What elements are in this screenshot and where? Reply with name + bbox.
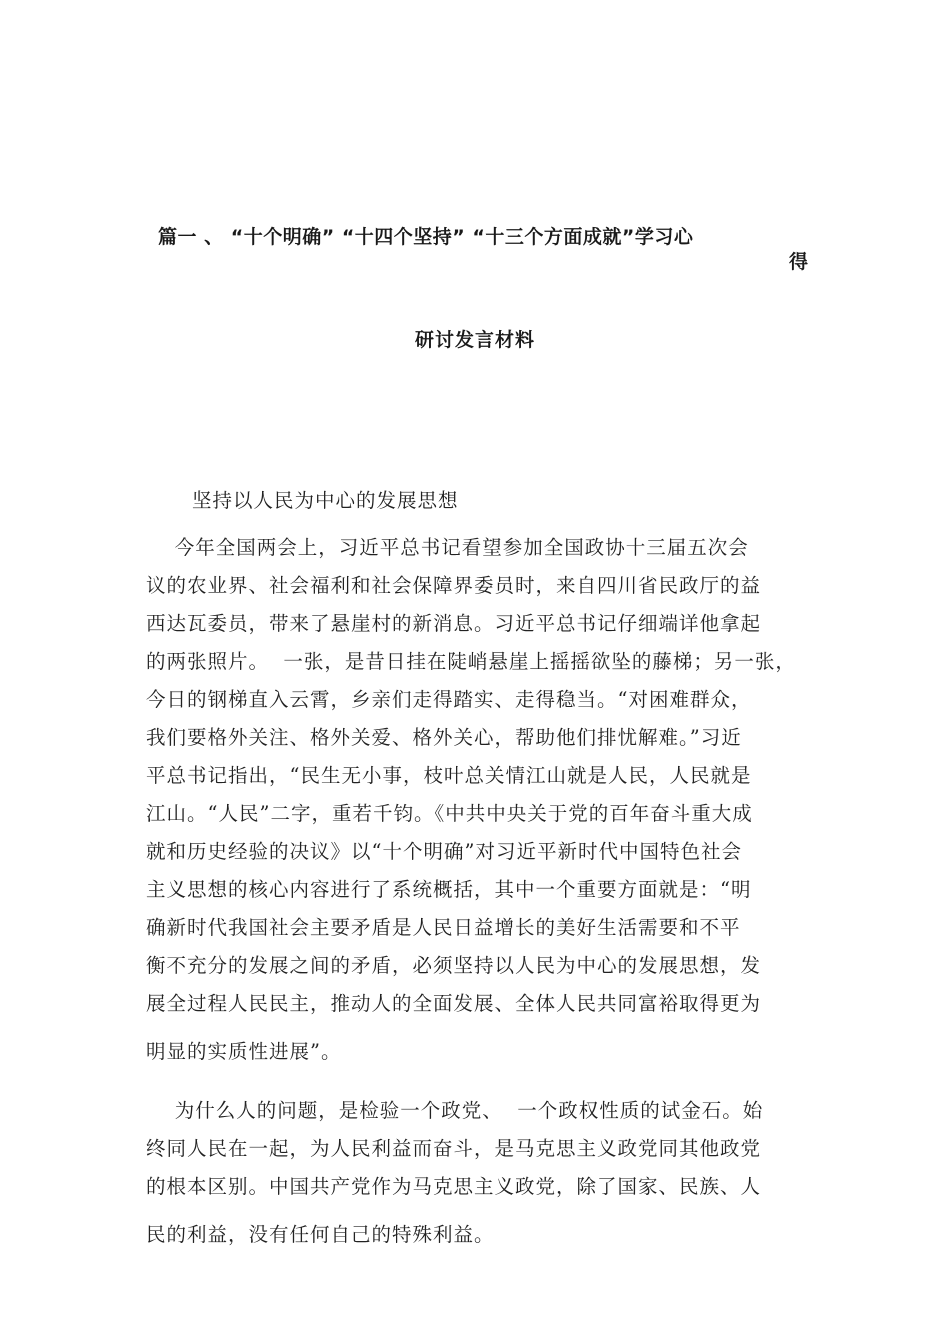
- text-line: 西达瓦委员，带来了悬崖村的新消息。习近平总书记仔细端详他拿起: [146, 612, 762, 635]
- text-line: 确新时代我国社会主要矛盾是人民日益增长的美好生活需要和不平: [146, 916, 741, 939]
- text-line: 终同人民在一起，为人民利益而奋斗，是马克思主义政党同其他政党: [146, 1137, 762, 1160]
- text-line: 民的利益，没有任何自己的特殊利益。: [146, 1223, 495, 1246]
- text-line: 今日的钢梯直入云霄，乡亲们走得踏实、走得稳当。“对困难群众，: [146, 688, 752, 711]
- text-line: 明显的实质性进展”。: [146, 1040, 342, 1063]
- text-line: 衡不充分的发展之间的矛盾，必须坚持以人民为中心的发展思想，发: [146, 954, 762, 977]
- text-line: 今年全国两会上，习近平总书记看望参加全国政协十三届五次会: [146, 536, 749, 559]
- text-line: 平总书记指出，“民生无小事，枝叶总关情江山就是人民，人民就是: [146, 764, 752, 787]
- text-line: 江山。“人民”二字，重若千钧。《中共中央关于党的百年奋斗重大成: [146, 802, 753, 825]
- document-subtitle: 研讨发言材料: [414, 329, 535, 351]
- text-line: 主义思想的核心内容进行了系统概括，其中一个重要方面就是：“明: [146, 878, 752, 901]
- text-line: 议的农业界、社会福利和社会保障界委员时，来自四川省民政厅的益: [146, 574, 762, 597]
- document-title-line-1: 篇一 、 “十个明确” “十四个坚持” “十三个方面成就”学习心: [158, 226, 694, 248]
- text-line: 就和历史经验的决议》以“十个明确”对习近平新时代中国特色社会: [146, 840, 742, 863]
- document-title-line-2: 得: [788, 251, 808, 273]
- text-line: 我们要格外关注、格外关爱、格外关心，帮助他们排忧解难。”习近: [146, 726, 742, 749]
- text-line: 的根本区别。中国共产党作为马克思主义政党，除了国家、民族、人: [146, 1175, 762, 1198]
- text-line: 为什么人的问题，是检验一个政党、 一个政权性质的试金石。始: [146, 1099, 764, 1122]
- text-line: 的两张照片。 一张，是昔日挂在陡峭悬崖上摇摇欲坠的藤梯；另一张，: [146, 650, 796, 673]
- section-heading: 坚持以人民为中心的发展思想: [192, 489, 459, 512]
- text-line: 展全过程人民民主，推动人的全面发展、全体人民共同富裕取得更为: [146, 992, 762, 1015]
